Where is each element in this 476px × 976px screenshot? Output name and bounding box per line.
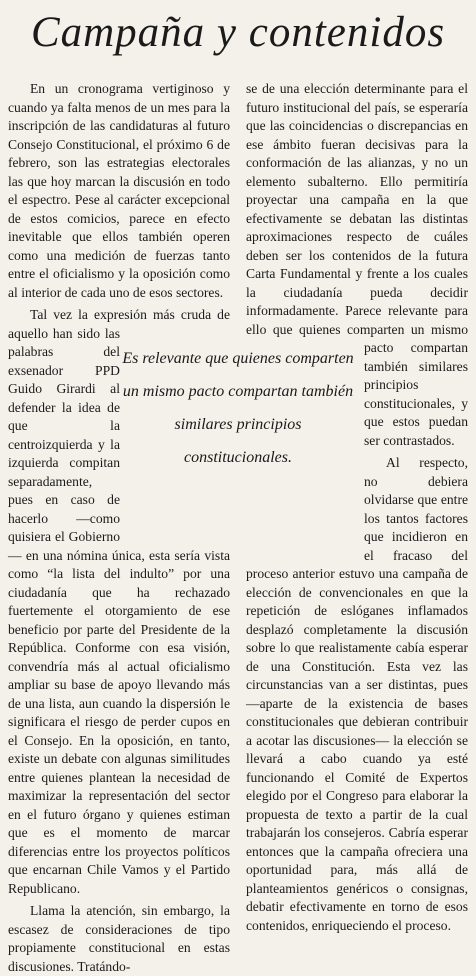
headline: Campaña y contenidos xyxy=(30,9,446,56)
paragraph: Llama la atención, sin embargo, la escasez de consideraciones de tipo propiamente constitucional en estas discusiones. Tratándo- xyxy=(8,903,230,974)
paragraph: En un cronograma vertiginoso y cuando ya falta menos de un mes para la inscripción de las candidaturas al futuro Consejo Constitucional, el próximo 6 de febrero, son las estrategias electorales las que hoy marcan la discusión en todo el espectro. Pese al carácter excepcional de estos comicios, parece en efecto inevitable que ellos también operen como una medición de fuerzas tanto entre el oficialismo y la oposición como al interior de cada uno de esos sectores. xyxy=(8,81,230,300)
paragraph: Tal vez la expresión más cruda de aquello han sido las palabras del exsenador PPD Guido Girardi al defender la idea de que la centroizquierda y la izquierda compitan separadamente, pues en caso de hacerlo —como quisiera el Gobierno— en una nómina única, esta sería vista como “la lista del indulto” por una ciudadanía que ha rechazado fuertemente el otorgamiento de ese beneficio por parte del Presidente de la República. Conforme con esa visión, convendría más al actual oficialismo ampliar su base de apoyo llevando más de una lista, aun cuando la dispersión le significara el riesgo de perder cupos en el Consejo. En la oposición, en tanto, existe un debate con algunas similitudes entre quienes plantean la necesidad de maximizar la representación del sector en el futuro órgano y quienes estiman que es el momento de marcar diferencias entre los proyectos políticos que encarnan Chile Vamos y el Partido Republicano. xyxy=(8,307,230,896)
paragraph: se de una elección determinante para el futuro institucional del país, se esperaría que las coincidencias o discrepancias en ese ámbito fueran decisivas para la conformación de las alianzas, y no un elemento subalterno. Ello permitiría proyectar una campaña en la que efectivamente se debatan las distintas aproximaciones respecto de cuáles deben ser los contenidos de la futura Carta Fundamental y frente a los cuales la ciudadanía pueda decidir informadamente. Parece relevante para ello que quienes comparten un mismo pacto compartan también similares principios constitucionales, y que estos puedan ser contrastados. xyxy=(246,81,468,448)
pull-quote: Es relevante que quienes comparten un mismo pacto compartan también similares principios constitucionales. xyxy=(120,340,356,540)
paragraph: Al respecto, no debiera olvidarse que entre los tantos factores que incidieron en el fracaso del proceso anterior estuvo una campaña de elección de convencionales en que la repetición de eslóganes inflamados desplazó completamente la discusión sobre lo que realistamente cabía esperar de una Constitución. Esta vez las circunstancias van a ser distintas, pues —aparte de la existencia de bases constitucionales que debieran contribuir a acotar las discusiones— la elección se llevará a cabo cuando ya esté funcionando el Comité de Expertos elegido por el Congreso para elaborar la propuesta de texto a partir de la cual trabajarán los consejeros. Cabría esperar entonces que la campaña ofreciera una oportunidad para, más allá de planteamientos genéricos o consignas, debatir efectivamente en torno de esos contenidos, enriqueciendo el proceso. xyxy=(246,455,468,933)
